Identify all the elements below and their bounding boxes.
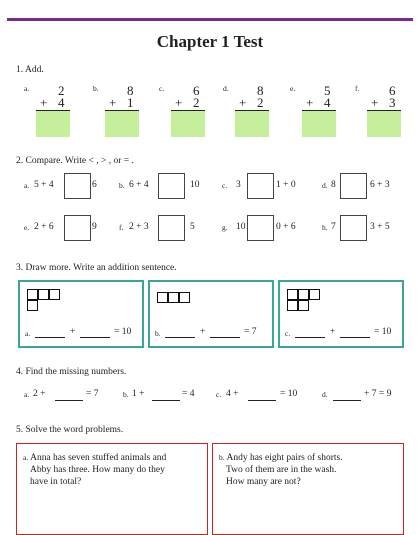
- compare-row2-3-left: 7: [331, 222, 336, 232]
- missing-3-post: + 7 = 9: [364, 389, 392, 399]
- problem-2-label: c.: [159, 84, 165, 93]
- problem-5-bottom: 3: [389, 95, 396, 110]
- section-1-heading: 1. Add.: [16, 65, 44, 75]
- compare-row2-2-left: 10: [236, 222, 246, 232]
- draw-panel-0-square-1: [38, 289, 49, 300]
- title-rule: [7, 18, 413, 21]
- draw-panel-0-plus: +: [70, 327, 76, 337]
- draw-panel-2: [278, 280, 404, 348]
- compare-row1-0-label: a.: [24, 181, 30, 190]
- missing-2-label: c.: [216, 390, 222, 399]
- draw-panel-0: [18, 280, 144, 348]
- word-problem-a-label: a.: [23, 453, 29, 462]
- section-2-heading: 2. Compare. Write < , > , or = .: [16, 156, 134, 166]
- word-problem-a-line-3: have in total?: [30, 477, 82, 487]
- draw-panel-2-label: c.: [285, 329, 291, 338]
- draw-panel-0-label: a.: [25, 329, 31, 338]
- missing-2-post: = 10: [280, 389, 298, 399]
- word-problem-b-box: [212, 443, 404, 535]
- problem-4-bottom: 4: [324, 95, 331, 110]
- problem-5-label: f.: [355, 84, 360, 93]
- page-title: Chapter 1 Test: [156, 32, 264, 51]
- problem-4-top: 5: [324, 83, 331, 98]
- missing-3-blank[interactable]: [333, 400, 361, 401]
- missing-0-pre: 2 +: [33, 389, 46, 399]
- draw-panel-1-blank-1[interactable]: [165, 337, 195, 338]
- compare-row2-0-label: e.: [24, 223, 30, 232]
- problem-2-bottom: 2: [193, 95, 200, 110]
- compare-row2-0-left: 2 + 6: [34, 222, 54, 232]
- compare-row1-2-label: c.: [222, 181, 228, 190]
- missing-0-blank[interactable]: [55, 400, 83, 401]
- compare-row1-0-answer-box[interactable]: [64, 173, 91, 199]
- missing-1-label: b.: [123, 390, 129, 399]
- word-problem-a: [23, 452, 203, 488]
- draw-panel-2-blank-1[interactable]: [295, 337, 325, 338]
- draw-panel-2-square-0: [287, 289, 298, 300]
- compare-row1-1-right: 10: [190, 180, 200, 190]
- draw-panel-0-square-0: [27, 289, 38, 300]
- problem-4-answer-box[interactable]: [302, 111, 336, 137]
- word-problem-b-label: b.: [219, 453, 225, 462]
- problem-1-bottom: 1: [127, 95, 134, 110]
- compare-row2-0-answer-box[interactable]: [64, 215, 91, 241]
- compare-row1-2-answer-box[interactable]: [247, 173, 274, 199]
- compare-row1-1-label: b.: [119, 181, 125, 190]
- missing-1-pre: 1 +: [132, 389, 145, 399]
- compare-row2-2-label: g.: [222, 223, 228, 232]
- draw-panel-1: [148, 280, 274, 348]
- compare-row2-3-label: h.: [322, 223, 328, 232]
- draw-panel-0-square-3: [27, 300, 38, 311]
- draw-panel-0-square-2: [49, 289, 60, 300]
- compare-row2-3-answer-box[interactable]: [340, 215, 367, 241]
- section-3-heading: 3. Draw more. Write an addition sentence.: [16, 263, 177, 273]
- problem-5-top: 6: [389, 83, 396, 98]
- problem-3-answer-box[interactable]: [235, 111, 269, 137]
- word-problem-b-line-3: How many are not?: [226, 477, 301, 487]
- missing-2-pre: 4 +: [226, 389, 239, 399]
- problem-4-label: e.: [290, 84, 296, 93]
- compare-row1-1-answer-box[interactable]: [158, 173, 185, 199]
- compare-row1-3-left: 8: [331, 180, 336, 190]
- word-problem-a-box: [16, 443, 208, 535]
- problem-3-op: +: [239, 95, 247, 110]
- section-4-heading: 4. Find the missing numbers.: [16, 367, 127, 377]
- missing-1-blank[interactable]: [152, 400, 180, 401]
- draw-panel-2-square-3: [287, 300, 298, 311]
- problem-1-op: +: [109, 95, 117, 110]
- missing-2-blank[interactable]: [248, 400, 276, 401]
- compare-row2-1-left: 2 + 3: [129, 222, 149, 232]
- draw-panel-0-blank-2[interactable]: [80, 337, 110, 338]
- compare-row2-1-answer-box[interactable]: [158, 215, 185, 241]
- draw-panel-0-equals: = 10: [114, 327, 132, 337]
- draw-panel-2-square-4: [298, 300, 309, 311]
- section-5-heading: 5. Solve the word problems.: [16, 425, 124, 435]
- word-problem-a-line-1: Anna has seven stuffed animals and: [30, 453, 167, 463]
- draw-panel-1-square-2: [179, 292, 190, 303]
- problem-5-answer-box[interactable]: [367, 111, 401, 137]
- problem-5-op: +: [371, 95, 379, 110]
- problem-3-bottom: 2: [257, 95, 264, 110]
- missing-0-post: = 7: [86, 389, 99, 399]
- problem-4-op: +: [306, 95, 314, 110]
- compare-row2-0-right: 9: [92, 222, 97, 232]
- draw-panel-1-plus: +: [200, 327, 206, 337]
- problem-1-label: b.: [93, 84, 99, 93]
- compare-row1-1-left: 6 + 4: [129, 180, 149, 190]
- compare-row1-3-answer-box[interactable]: [340, 173, 367, 199]
- problem-1-answer-box[interactable]: [105, 111, 139, 137]
- draw-panel-2-equals: = 10: [374, 327, 392, 337]
- draw-panel-0-blank-1[interactable]: [35, 337, 65, 338]
- compare-row1-2-right: 1 + 0: [276, 180, 296, 190]
- missing-0-label: a.: [24, 390, 30, 399]
- word-problem-b: [219, 452, 399, 488]
- draw-panel-1-square-0: [157, 292, 168, 303]
- compare-row2-2-right: 0 + 6: [276, 222, 296, 232]
- compare-row1-3-right: 6 + 3: [370, 180, 390, 190]
- draw-panel-1-blank-2[interactable]: [210, 337, 240, 338]
- draw-panel-2-plus: +: [330, 327, 336, 337]
- draw-panel-2-square-2: [309, 289, 320, 300]
- problem-0-op: +: [40, 95, 48, 110]
- problem-3-top: 8: [257, 83, 264, 98]
- word-problem-b-line-2: Two of them are in the wash.: [226, 465, 337, 475]
- problem-2-top: 6: [193, 83, 200, 98]
- problem-0-label: a.: [24, 84, 30, 93]
- draw-panel-2-blank-2[interactable]: [340, 337, 370, 338]
- problem-2-answer-box[interactable]: [171, 111, 205, 137]
- word-problem-b-line-1: Andy has eight pairs of shorts.: [226, 453, 343, 463]
- draw-panel-1-label: b.: [155, 329, 161, 338]
- compare-row2-3-right: 3 + 5: [370, 222, 390, 232]
- problem-0-bottom: 4: [58, 95, 65, 110]
- compare-row1-2-left: 3: [236, 180, 241, 190]
- compare-row2-1-label: f.: [119, 223, 124, 232]
- compare-row2-2-answer-box[interactable]: [247, 215, 274, 241]
- problem-2-op: +: [175, 95, 183, 110]
- problem-0-top: 2: [58, 83, 65, 98]
- draw-panel-2-square-1: [298, 289, 309, 300]
- missing-3-label: d.: [322, 390, 328, 399]
- compare-row1-3-label: d.: [322, 181, 328, 190]
- word-problem-a-line-2: Abby has three. How many do they: [30, 465, 165, 475]
- problem-0-answer-box[interactable]: [36, 111, 70, 137]
- problem-1-top: 8: [127, 83, 134, 98]
- problem-3-label: d.: [223, 84, 229, 93]
- compare-row2-1-right: 5: [190, 222, 195, 232]
- compare-row1-0-right: 6: [92, 180, 97, 190]
- draw-panel-1-square-1: [168, 292, 179, 303]
- draw-panel-1-equals: = 7: [244, 327, 257, 337]
- compare-row1-0-left: 5 + 4: [34, 180, 54, 190]
- missing-1-post: = 4: [182, 389, 195, 399]
